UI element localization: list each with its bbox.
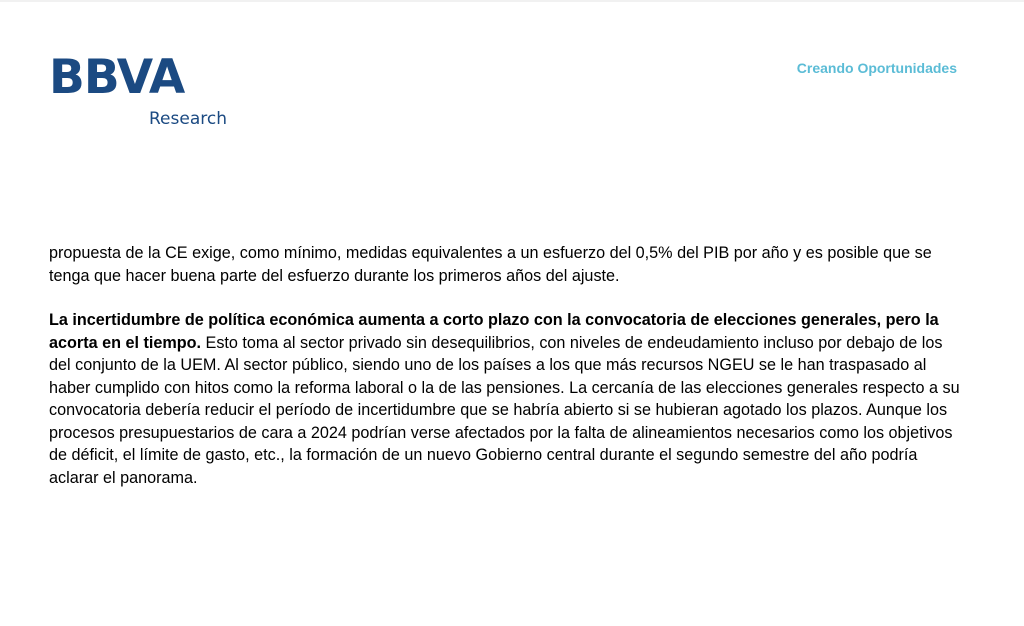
paragraph-1: propuesta de la CE exige, como mínimo, medidas equivalentes a un esfuerzo del 0,5% del PIB por año y es posible que se tenga que hacer buena parte del esfuerzo durante los primeros años del ajuste. — [49, 244, 932, 285]
logo-wordmark: BBVA — [49, 50, 185, 105]
bbva-research-logo — [49, 50, 239, 134]
header-tagline: Creando Oportunidades — [796, 60, 957, 76]
paragraph-2 — [49, 309, 965, 489]
paragraph-2-body: Esto toma al sector privado sin desequilibrios, con niveles de endeudamiento incluso por debajo de los del conjunto de la UEM. Al sector público, siendo uno de los países a los que más recursos NGEU se le han traspasado al haber cumplido con hitos como la reforma laboral o la de las pensiones. La cercanía de las elecciones generales respecto a su convocatoria debería reducir el período de incertidumbre que se habría abierto si se hubieran agotado los plazos. Aunque los procesos presupuestarios de cara a 2024 podrían verse afectados por la falta de alineamientos necesarios como los objetivos de déficit, el límite de gasto, etc., la formación de un nuevo Gobierno central durante el segundo semestre del año podría aclarar el panorama. — [49, 333, 960, 487]
logo-subtitle: Research — [149, 109, 227, 129]
document-body — [49, 242, 965, 489]
top-divider — [0, 0, 1024, 2]
paragraph-2-lead: La incertidumbre de política económica aumenta a corto plazo con la convocatoria de elecciones generales, pero la acorta en el tiempo. — [49, 311, 939, 352]
